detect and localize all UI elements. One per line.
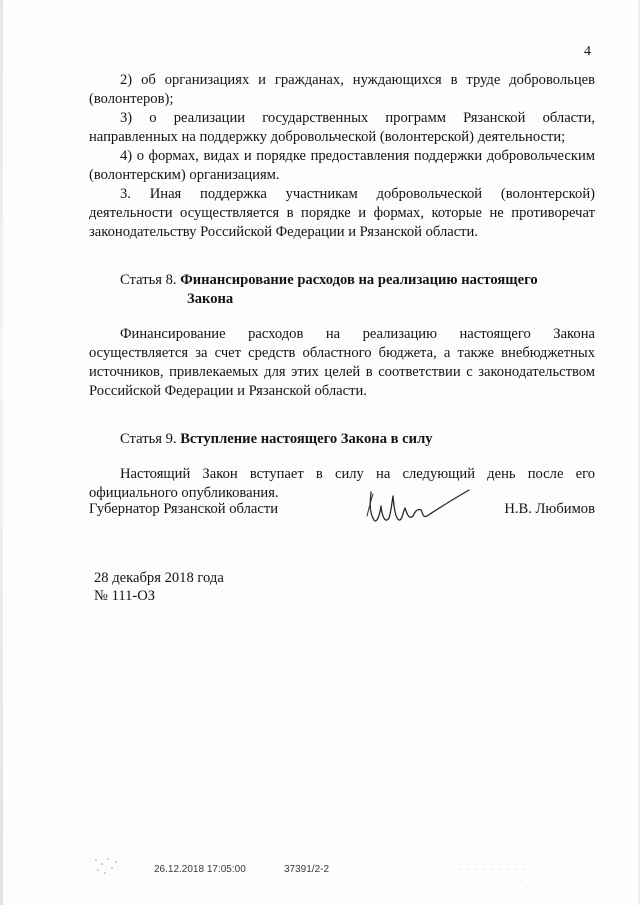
registration-timestamp: 26.12.2018 17:05:00 — [154, 864, 246, 875]
faint-stamp-line1: · · · · · · · · · — [458, 864, 528, 875]
registration-code: 37391/2-2 — [284, 864, 330, 875]
article-9-heading — [120, 430, 595, 449]
article-9-title: Вступление настоящего Закона в силу — [180, 431, 433, 447]
law-number: № 111-ОЗ — [94, 588, 156, 604]
article-8-heading — [120, 271, 595, 309]
handwritten-signature — [365, 486, 475, 530]
faint-stamp-line2: · · · · · — [520, 876, 557, 887]
article-9-number: Статья 9. — [120, 431, 177, 447]
document-body — [89, 71, 595, 503]
scan-edge-left — [0, 0, 3, 905]
article-8-number: Статья 8. — [120, 272, 177, 288]
page-number: 4 — [584, 44, 591, 59]
article-8-title-line1: Финансирование расходов на реализацию настоящего — [180, 272, 538, 288]
scan-noise-mark — [92, 856, 122, 876]
paragraph-item-2: 2) об организациях и гражданах, нуждающихся в труде добровольцев (волонтеров); — [89, 72, 595, 107]
article-9-text: Настоящий Закон вступает в силу на следующий день после его официального опубликования. — [89, 466, 595, 501]
governor-title: Губернатор Рязанской области — [89, 501, 279, 517]
paragraph-item-4: 4) о формах, видах и порядке предоставления поддержки добровольческим (волонтерским) организациям. — [89, 148, 595, 183]
governor-name: Н.В. Любимов — [504, 501, 595, 517]
signature-row — [89, 500, 595, 530]
paragraph-item-3: 3) о реализации государственных программ Рязанской области, направленных на поддержку добровольческой (волонтерской) деятельности; — [89, 110, 595, 145]
law-date-block — [94, 569, 224, 605]
article-8-text: Финансирование расходов на реализацию настоящего Закона осуществляется за счет средств областного бюджета, а также внебюджетных источников, привлекаемых для этих целей в соответствии с законодательством Российской Федерации и Рязанской области. — [89, 326, 595, 399]
article-8-title-line2: Закона — [187, 291, 234, 307]
law-date: 28 декабря 2018 года — [94, 570, 224, 586]
paragraph-clause-3: 3. Иная поддержка участникам добровольческой (волонтерской) деятельности осуществляется в порядке и формах, которые не противоречат законодательству Российской Федерации и Рязанской области. — [89, 186, 595, 240]
